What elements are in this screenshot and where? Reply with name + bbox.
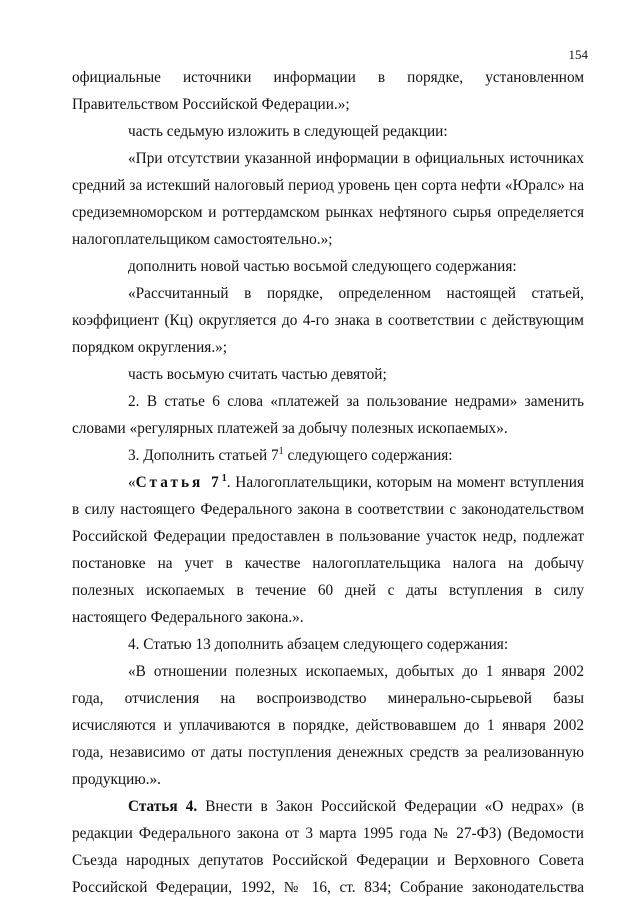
line-text: 2. В статье 6 слова «платежей за пользование недрами» заменить (128, 393, 584, 410)
text-line (72, 91, 584, 118)
line-text: настоящего Федерального закона.». (72, 609, 304, 626)
line-text-continued: . Налогоплательщики, которым на момент вступления (226, 474, 584, 491)
text-line (72, 712, 584, 739)
document-body (72, 64, 584, 901)
text-line (72, 469, 584, 496)
line-text: часть восьмую считать частью девятой; (128, 366, 387, 383)
line-text: года, независимо от даты поступления денежных средств за реализованную (72, 744, 584, 761)
text-line (72, 523, 584, 550)
text-line (72, 658, 584, 685)
line-text: дополнить новой частью восьмой следующего содержания: (128, 258, 517, 275)
line-text: редакции Федерального закона от 3 марта 1995 года № 27-ФЗ) (Ведомости (72, 825, 584, 842)
line-text: порядком округления.»; (72, 339, 228, 356)
text-line (72, 739, 584, 766)
line-text: 4. Статью 13 дополнить абзацем следующего содержания: (128, 636, 509, 653)
line-text: полезных ископаемых в течение 60 дней с даты вступления в силу (72, 582, 584, 599)
line-text: средний за истекший налоговый период уровень цен сорта нефти «Юралс» на (72, 177, 584, 194)
text-line (72, 793, 584, 820)
page-number: 154 (568, 47, 588, 62)
text-line (72, 577, 584, 604)
line-text: «В отношении полезных ископаемых, добытых до 1 января 2002 (128, 663, 584, 680)
text-line (72, 145, 584, 172)
line-text: Правительством Российской Федерации.»; (72, 96, 350, 113)
line-text: коэффициент (Кц) округляется до 4-го знака в соответствии с действующим (72, 312, 584, 329)
text-line (72, 307, 584, 334)
text-line (72, 847, 584, 874)
text-line (72, 874, 584, 901)
text-line (72, 388, 584, 415)
article-heading: Статья 4. (128, 798, 198, 815)
superscript: 1 (221, 473, 227, 484)
line-text: Съезда народных депутатов Российской Федерации и Верховного Совета (72, 852, 584, 869)
text-line (72, 820, 584, 847)
line-text: постановке на учет в качестве налогоплательщика налога на добычу (72, 555, 584, 572)
text-line (72, 64, 584, 91)
line-text: 3. Дополнить статьей 7 (128, 447, 279, 464)
line-text-continued: Внести в Закон Российской Федерации «О недрах» (в (197, 798, 584, 815)
line-text: словами «регулярных платежей за добычу полезных ископаемых». (72, 420, 508, 437)
text-line (72, 496, 584, 523)
line-text: официальные источники информации в порядке, установленном (72, 69, 584, 86)
text-line (72, 118, 584, 145)
article-heading: Статья 7 (135, 474, 222, 491)
text-line (72, 631, 584, 658)
line-text: средиземноморском и роттердамском рынках нефтяного сырья определяется (72, 204, 584, 221)
line-text: налогоплательщиком самостоятельно.»; (72, 231, 333, 248)
text-line (72, 253, 584, 280)
text-line (72, 280, 584, 307)
text-line (72, 199, 584, 226)
text-line (72, 226, 584, 253)
line-text-continued: следующего содержания: (283, 447, 453, 464)
text-line (72, 334, 584, 361)
text-line (72, 550, 584, 577)
line-text: в силу настоящего Федерального закона в соответствии с законодательством (72, 501, 584, 518)
line-text: « (128, 474, 136, 491)
superscript: 1 (278, 446, 284, 457)
text-line (72, 685, 584, 712)
text-line (72, 361, 584, 388)
text-line (72, 604, 584, 631)
line-text: «При отсутствии указанной информации в официальных источниках (128, 150, 584, 167)
line-text: Российской Федерации предоставлен в пользование участок недр, подлежат (72, 528, 584, 545)
line-text: года, отчисления на воспроизводство минерально-сырьевой базы (72, 690, 584, 707)
line-text: исчисляются и уплачиваются в порядке, действовавшем до 1 января 2002 (72, 717, 584, 734)
text-line (72, 172, 584, 199)
line-text: Российской Федерации, 1992, № 16, ст. 834; Собрание законодательства (72, 879, 584, 896)
line-text: часть седьмую изложить в следующей редакции: (128, 123, 448, 140)
line-text: «Рассчитанный в порядке, определенном настоящей статьей, (128, 285, 584, 302)
line-text: продукцию.». (72, 771, 162, 788)
text-line (72, 415, 584, 442)
text-line (72, 766, 584, 793)
text-line (72, 442, 584, 469)
